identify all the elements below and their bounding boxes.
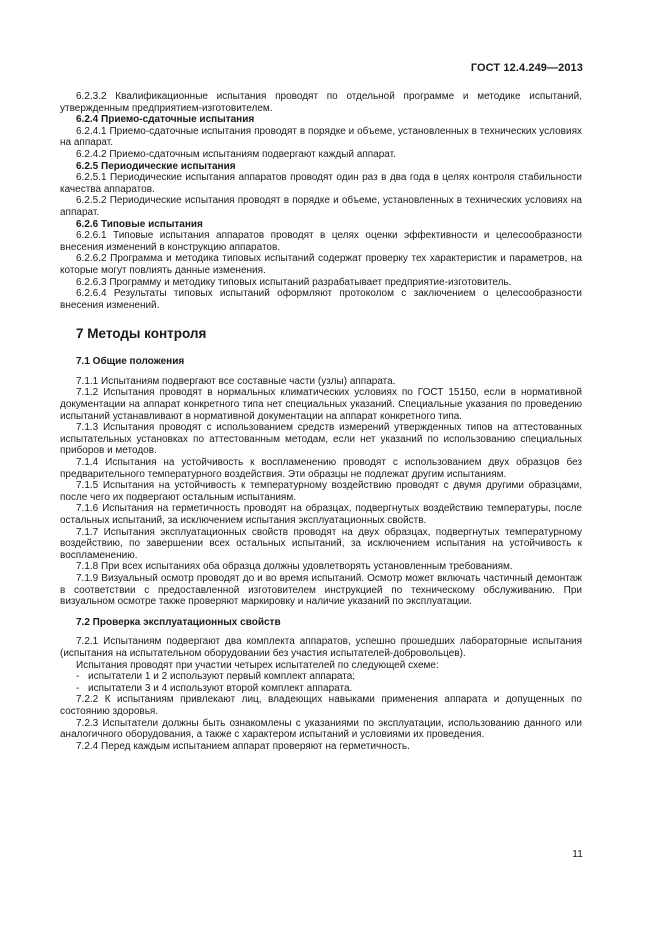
list-item: - испытатели 1 и 2 используют первый комплект аппарата;	[76, 671, 356, 683]
paragraph: 7.2.1 Испытаниям подвергают два комплекта аппаратов, успешно прошедших лабораторные испытания (испытания на испытательном оборудовании без участия испытателей-добровольцев).	[60, 636, 582, 659]
paragraph: 6.2.3.2 Квалификационные испытания проводят по отдельной программе и методике испытаний, утвержденным предприятием-изготовителем.	[60, 91, 582, 114]
paragraph: 7.1.5 Испытания на устойчивость к температурному воздействию проводят с двумя другими образцами, после чего их подвергают остальным испытаниям.	[60, 480, 582, 503]
paragraph: 6.2.4.2 Приемо-сдаточным испытаниям подвергают каждый аппарат.	[76, 148, 396, 160]
paragraph: 7.2.2 К испытаниям привлекают лиц, владеющих навыками применения аппарата и допущенных по состоянию здоровья.	[60, 694, 582, 717]
paragraph: 7.1.6 Испытания на герметичность проводят на образцах, подвергнутых воздействию температуры, после остальных испытаний, за исключением испытания эксплуатационных свойств.	[60, 503, 582, 526]
paragraph: 7.1.3 Испытания проводят с использованием средств измерений утвержденных типов на аттестованных испытательных установках по аттестованным методам, если нет указаний по использованию специальных приборов и методов.	[60, 422, 582, 457]
dash-bullet: -	[76, 671, 80, 683]
paragraph: 6.2.6.3 Программу и методику типовых испытаний разрабатывает предприятие-изготовитель.	[76, 276, 512, 288]
paragraph: 6.2.6.4 Результаты типовых испытаний оформляют протоколом с заключением о целесообразности внесения изменений.	[60, 288, 582, 311]
paragraph: 6.2.4.1 Приемо-сдаточные испытания проводят в порядке и объеме, установленных в технических условиях на аппарат.	[60, 125, 582, 149]
paragraph: 7.1.9 Визуальный осмотр проводят до и во время испытаний. Осмотр может включать частичный демонтаж в соответствии с предоставленной изготовителем инструкцией по техническому обслуживанию. При визуальном осмотре также проверяют маркировку и наличие указаний по эксплуатации.	[60, 572, 582, 608]
document-body	[60, 91, 582, 752]
subsection-heading: 6.2.6 Типовые испытания	[76, 218, 203, 230]
paragraph: 7.2.3 Испытатели должны быть ознакомлены с указаниями по эксплуатации, использованию данного или аналогичного оборудования, а также с характером испытаний и условиями их проведения.	[60, 717, 582, 741]
paragraph: 7.1.4 Испытания на устойчивость к воспламенению проводят с использованием двух образцов без предварительного температурного воздействия. Эти образцы не подлежат другим испытаниям.	[60, 457, 582, 480]
paragraph: 6.2.6.1 Типовые испытания аппаратов проводят в целях оценки эффективности и целесообразности внесения изменений в конструкцию аппаратов.	[60, 230, 582, 253]
paragraph: 6.2.5.2 Периодические испытания проводят в порядке и объеме, установленных в технических условиях на аппарат.	[60, 195, 582, 218]
paragraph: Испытания проводят при участии четырех испытателей по следующей схеме:	[76, 659, 439, 671]
subsection-heading: 6.2.5 Периодические испытания	[76, 160, 236, 172]
paragraph: 7.1.2 Испытания проводят в нормальных климатических условиях по ГОСТ 15150, если в нормативной документации на аппарат конкретного типа нет специальных указаний. Специальные указания по проведению испытаний устанавливают в нормативной документации на аппарат конкретного типа.	[60, 387, 582, 422]
paragraph: 7.2.4 Перед каждым испытанием аппарат проверяют на герметичность.	[76, 740, 410, 752]
page-number: 11	[572, 848, 583, 860]
section-heading: 7 Методы контроля	[76, 326, 207, 342]
subsection-heading: 7.2 Проверка эксплуатационных свойств	[76, 616, 281, 628]
paragraph: 7.1.8 При всех испытаниях оба образца должны удовлетворять установленным требованиям.	[76, 561, 513, 573]
list-item: - испытатели 3 и 4 используют второй комплект аппарата.	[76, 682, 353, 694]
paragraph: 6.2.5.1 Периодические испытания аппаратов проводят один раз в два года в целях контроля стабильности качества аппаратов.	[60, 172, 582, 195]
subsection-heading: 6.2.4 Приемо-сдаточные испытания	[76, 114, 255, 126]
paragraph: 7.1.1 Испытаниям подвергают все составные части (узлы) аппарата.	[76, 375, 396, 387]
subsection-heading: 7.1 Общие положения	[76, 356, 185, 368]
dash-bullet: -	[76, 682, 80, 694]
document-header: ГОСТ 12.4.249—2013	[470, 62, 583, 74]
paragraph: 6.2.6.2 Программа и методика типовых испытаний содержат проверку тех характеристик и параметров, на которые могут повлиять данные изменения.	[60, 253, 582, 276]
paragraph: 7.1.7 Испытания эксплуатационных свойств проводят на двух образцах, подвергнутых температурному воздействию, по завершении всех остальных испытаний, за исключением испытания на устойчивость к воспламенению.	[60, 526, 582, 561]
